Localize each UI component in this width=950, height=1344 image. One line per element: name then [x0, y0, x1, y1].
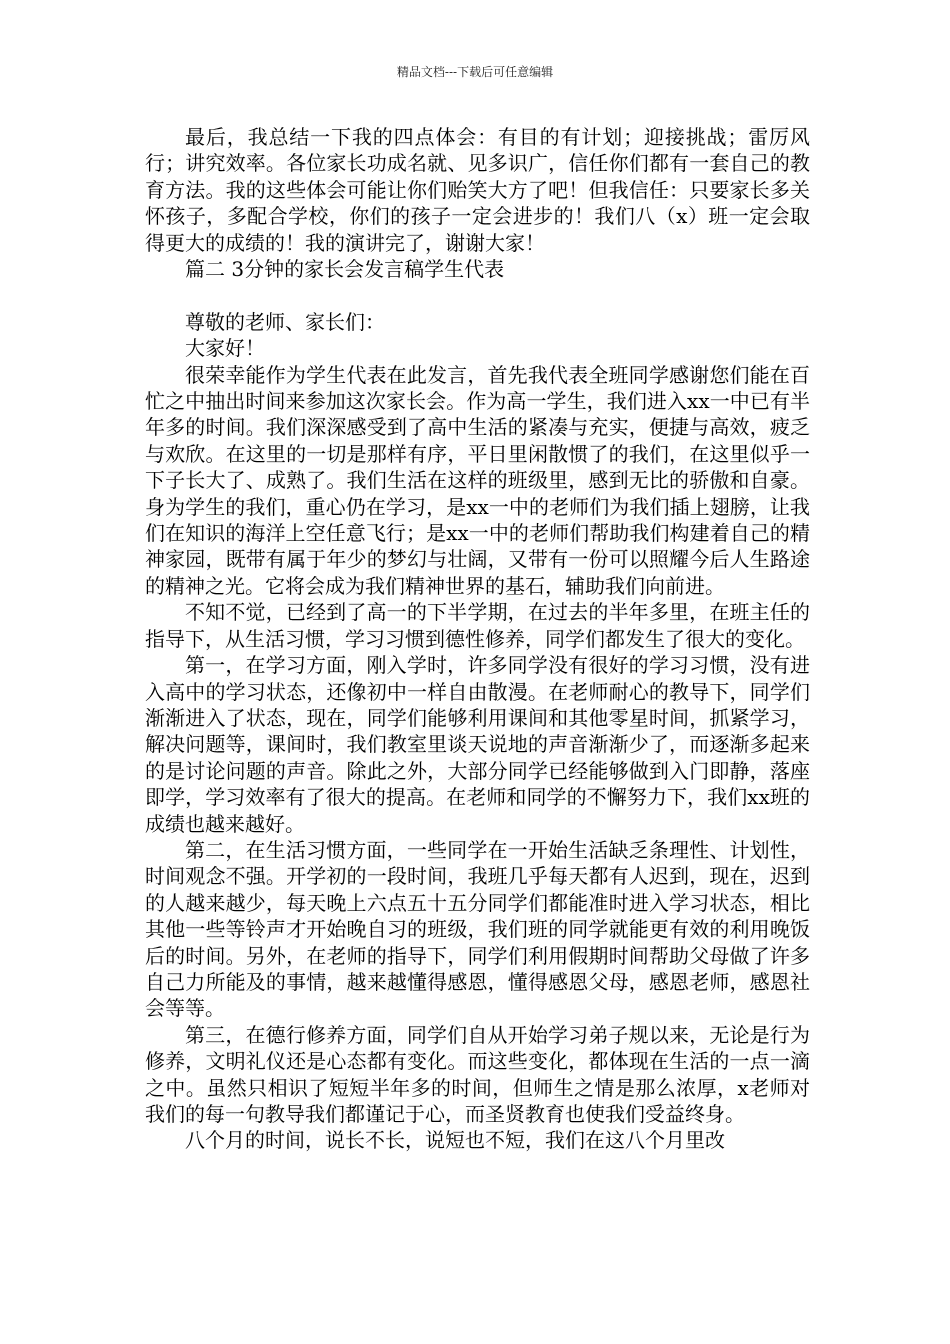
page-header: 精品文档---下载后可任意编辑	[396, 65, 554, 79]
paragraph-eight-months: 八个月的时间，说长不长，说短也不短，我们在这八个月里改	[185, 1128, 725, 1153]
paragraph-moral-cultivation: 第三，在德行修养方面，同学们自从开始学习弟子规以来，无论是行为修养，文明礼仪还是心态都有变化。而这些变化，都体现在生活的一点一滴之中。虽然只相识了短短半年多的时间，但师生之情是那么浓厚，x老师对我们的每一句教导我们都谨记于心，而圣贤教育也使我们受益终身。	[145, 1022, 810, 1127]
greeting: 大家好！	[185, 336, 265, 361]
paragraph-life-habits: 第二，在生活习惯方面，一些同学在一开始生活缺乏条理性、计划性，时间观念不强。开学初的一段时间，我班几乎每天都有人迟到，现在，迟到的人越来越少，每天晚上六点五十五分同学们都能准时进入学习状态，相比其他一些等铃声才开始晚自习的班级，我们班的同学就能更有效的利用晚饭后的时间。另外，在老师的指导下，同学们利用假期时间帮助父母做了许多自己力所能及的事情，越来越懂得感恩，懂得感恩父母，感恩老师，感恩社会等等。	[145, 837, 810, 1021]
paragraph-transition: 不知不觉，已经到了高一的下半学期，在过去的半年多里，在班主任的指导下，从生活习惯，学习习惯到德性修养，同学们都发生了很大的变化。	[145, 600, 810, 651]
paragraph-closing-summary: 最后，我总结一下我的四点体会：有目的有计划；迎接挑战；雷厉风行；讲究效率。各位家长功成名就、见多识广，信任你们都有一套自己的教育方法。我的这些体会可能让你们贻笑大方了吧！但我信任：只要家长多关怀孩子，多配合学校，你们的孩子一定会进步的！我们八（x）班一定会取得更大的成绩的！我的演讲完了，谢谢大家！	[145, 125, 810, 255]
document-body	[145, 124, 810, 1154]
paragraph-introduction: 很荣幸能作为学生代表在此发言，首先我代表全班同学感谢您们能在百忙之中抽出时间来参加这次家长会。作为高一学生，我们进入xx一中已有半年多的时间。我们深深感受到了高中生活的紧凑与充实，便捷与高效，疲乏与欢欣。在这里的一切是那样有序，平日里闲散惯了的我们，在这里似乎一下子长大了、成熟了。我们生活在这样的班级里，感到无比的骄傲和自豪。身为学生的我们，重心仍在学习，是xx一中的老师们为我们插上翅膀，让我们在知识的海洋上空任意飞行；是xx一中的老师们帮助我们构建着自己的精神家园，既带有属于年少的梦幻与壮阔，又带有一份可以照耀今后人生路途的精神之光。它将会成为我们精神世界的基石，辅助我们向前进。	[145, 362, 810, 598]
salutation: 尊敬的老师、家长们：	[185, 309, 385, 334]
paragraph-study-habits: 第一，在学习方面，刚入学时，许多同学没有很好的学习习惯，没有进入高中的学习状态，还像初中一样自由散漫。在老师耐心的教导下，同学们渐渐进入了状态，现在，同学们能够利用课间和其他零星时间，抓紧学习，解决问题等，课间时，我们教室里谈天说地的声音渐渐少了，而逐渐多起来的是讨论问题的声音。除此之外，大部分同学已经能够做到入门即静，落座即学，学习效率有了很大的提高。在老师和同学的不懈努力下，我们xx班的成绩也越来越好。	[145, 653, 810, 836]
section-heading: 篇二 3分钟的家长会发言稿学生代表	[185, 257, 505, 282]
